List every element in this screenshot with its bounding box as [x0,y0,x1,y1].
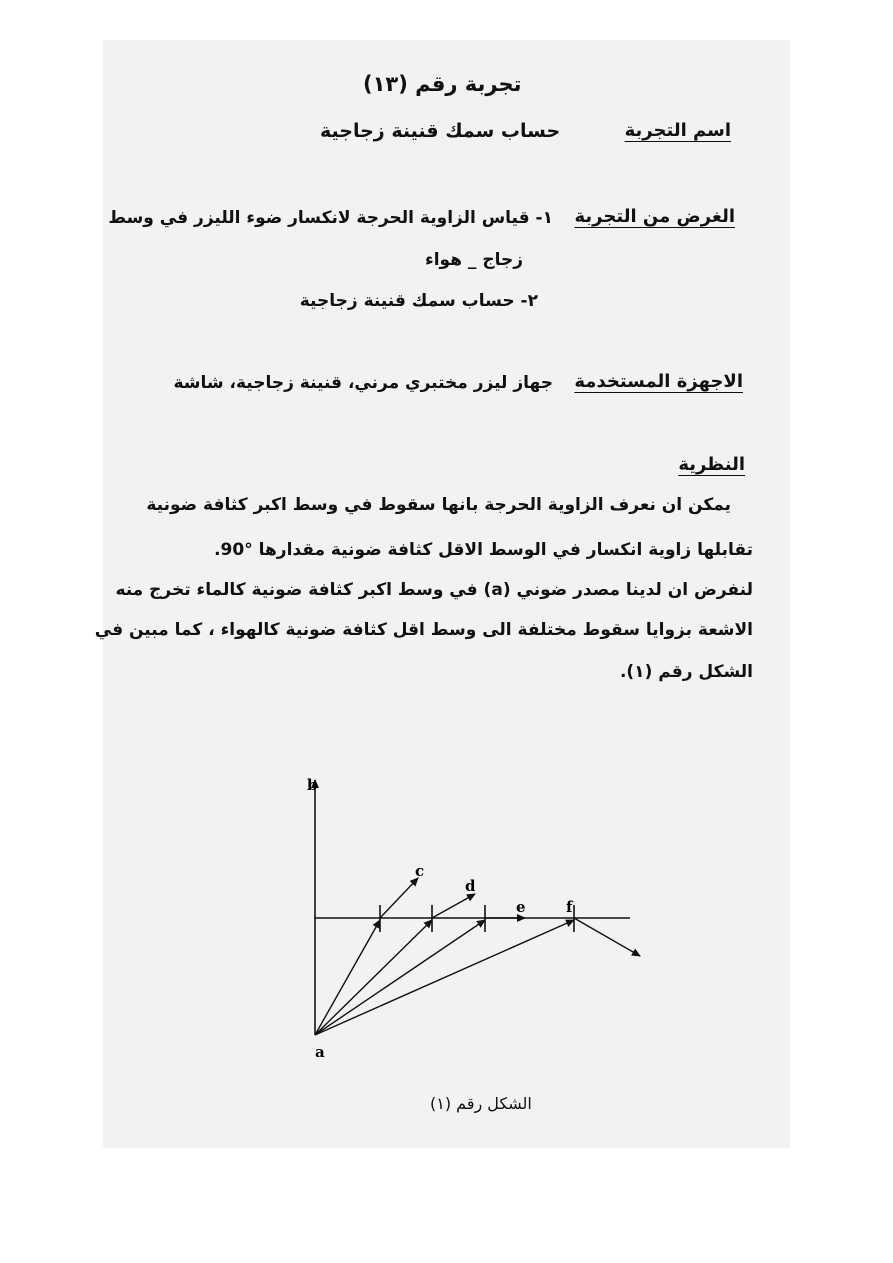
label-e: e [516,898,526,916]
label-b: b [307,776,318,794]
label-c: c [415,862,425,880]
critical-angle-figure [290,760,660,1080]
label-f: f [566,898,573,916]
reflected-ray-f [574,918,640,956]
refracted-ray-c [380,878,418,918]
refracted-ray-d [432,894,475,918]
theory-line-2: تقابلها زاوية انكسار في الوسط الاقل كثافة ضونية مقدارها °90. [214,540,753,560]
purpose-item-2: ٢- حساب سمك قنينة زجاجية [299,291,538,311]
apparatus-value: جهاز ليزر مختبري مرني، قنينة زجاجية، شاشة [173,373,553,393]
ray-to-e-incident [315,920,485,1035]
ray-to-f-incident [315,920,574,1035]
ray-to-c-incident [315,920,380,1035]
experiment-name-value: حساب سمك قنينة زجاجية [320,120,561,142]
purpose-label: الغرض من التجربة [574,206,735,227]
theory-label: النظرية [678,454,745,475]
experiment-title: تجربة رقم (١٣) [363,72,522,96]
figure-caption: الشكل رقم (١) [430,1094,532,1113]
apparatus-label: الاجهزة المستخدمة [574,371,743,392]
theory-line-4: الاشعة بزوايا سقوط مختلفة الى وسط اقل كثافة ضونية كالهواء ، كما مبين في [94,620,753,640]
theory-line-1: يمكن ان نعرف الزاوية الحرجة بانها سقوط في وسط اكبر كثافة ضونية [146,495,731,515]
purpose-item-1: ١- قياس الزاوية الحرجة لانكسار ضوء الليزر في وسط [108,208,553,228]
label-d: d [465,877,476,895]
theory-line-3: لنفرض ان لدينا مصدر ضوني (a) في وسط اكبر كثافة ضونية كالماء تخرج منه [115,580,753,600]
theory-line-5: الشكل رقم (١). [619,662,753,682]
ray-to-d-incident [315,920,432,1035]
label-a: a [315,1043,325,1061]
purpose-item-1-cont: زجاج _ هواء [425,250,523,270]
experiment-name-label: اسم التجربة [624,120,731,141]
